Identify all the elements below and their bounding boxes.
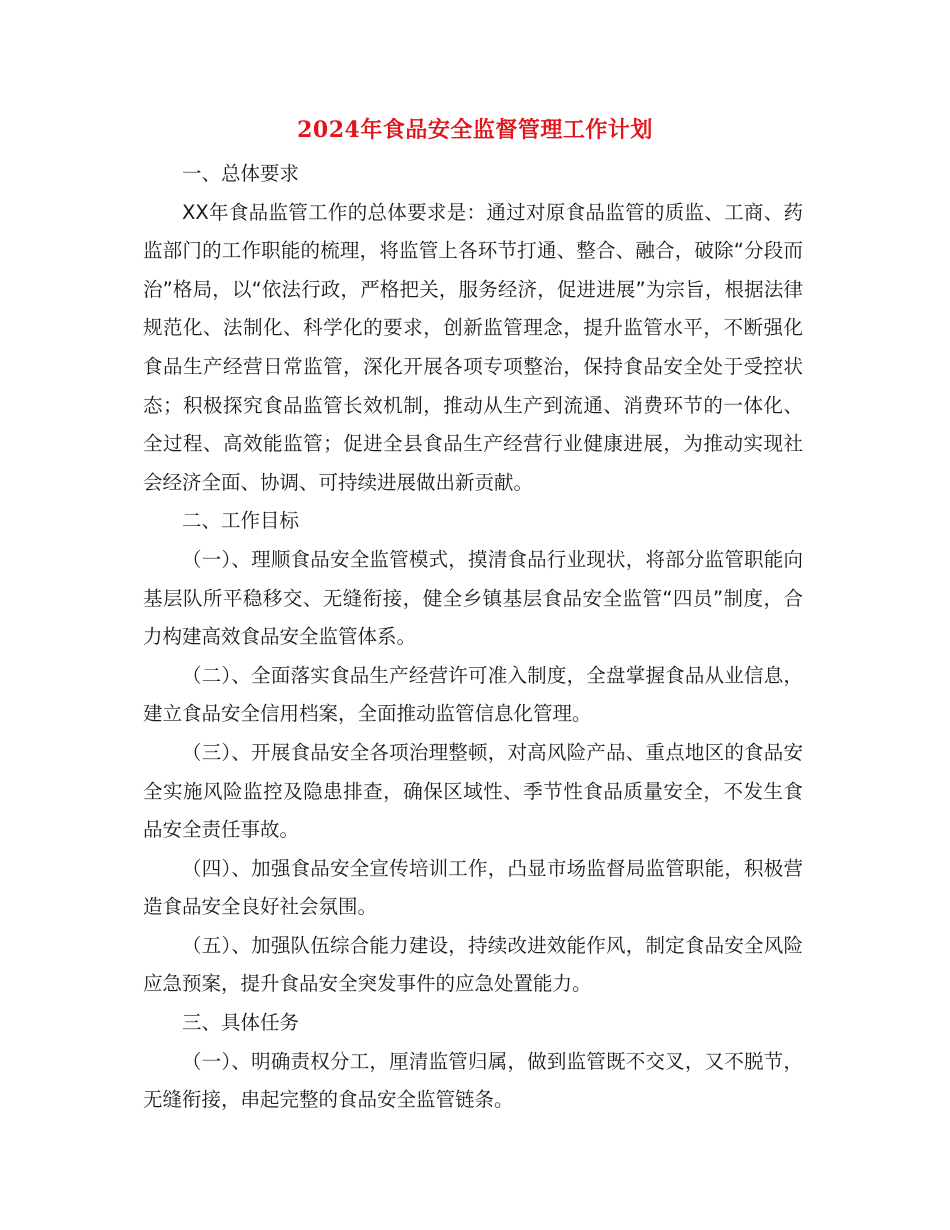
section-heading: 二、工作目标 bbox=[182, 509, 300, 533]
paragraph: （一）、理顺食品安全监管模式，摸清食品行业现状，将部分监管职能向基层队所平稳移交、无缝衔接，健全乡镇基层食品安全监管“四员”制度，合力构建高效食品安全监管体系。 bbox=[143, 547, 803, 649]
section-heading: 一、总体要求 bbox=[182, 162, 300, 185]
paragraph: （四）、加强食品安全宣传培训工作，凸显市场监督局监管职能，积极营造食品安全良好社会氛围。 bbox=[143, 856, 803, 919]
paragraph: （五）、加强队伍综合能力建设，持续改进效能作风，制定食品安全风险应急预案，提升食品安全突发事件的应急处置能力。 bbox=[143, 933, 803, 996]
document-title: 2024年食品安全监督管理工作计划 bbox=[297, 117, 653, 143]
paragraph: （一）、明确责权分工，厘清监管归属，做到监管既不交叉，又不脱节，无缝衔接，串起完整的食品安全监管链条。 bbox=[143, 1049, 803, 1112]
paragraph: XX年食品监管工作的总体要求是：通过对原食品监管的质监、工商、药监部门的工作职能的梳理，将监管上各环节打通、整合、融合，破除“分段而治”格局，以“依法行政，严格把关，服务经济，促进进展”为宗旨，根据法律规范化、法制化、科学化的要求，创新监管理念，提升监管水平，不断强化食品生产经营日常监管，深化开展各项专项整治，保持食品安全处于受控状态；积极探究食品监管长效机制，推动从生产到流通、消费环节的一体化、全过程、高效能监管；促进全县食品生产经营行业健康进展，为推动实现社会经济全面、协调、可持续进展做出新贡献。 bbox=[143, 200, 803, 494]
document-body bbox=[143, 155, 803, 1120]
paragraph: （二）、全面落实食品生产经营许可准入制度，全盘掌握食品从业信息，建立食品安全信用档案，全面推动监管信息化管理。 bbox=[143, 663, 803, 726]
section-heading: 三、具体任务 bbox=[182, 1011, 300, 1035]
paragraph: （三）、开展食品安全各项治理整顿，对高风险产品、重点地区的食品安全实施风险监控及隐患排查，确保区域性、季节性食品质量安全，不发生食品安全责任事故。 bbox=[143, 740, 803, 842]
